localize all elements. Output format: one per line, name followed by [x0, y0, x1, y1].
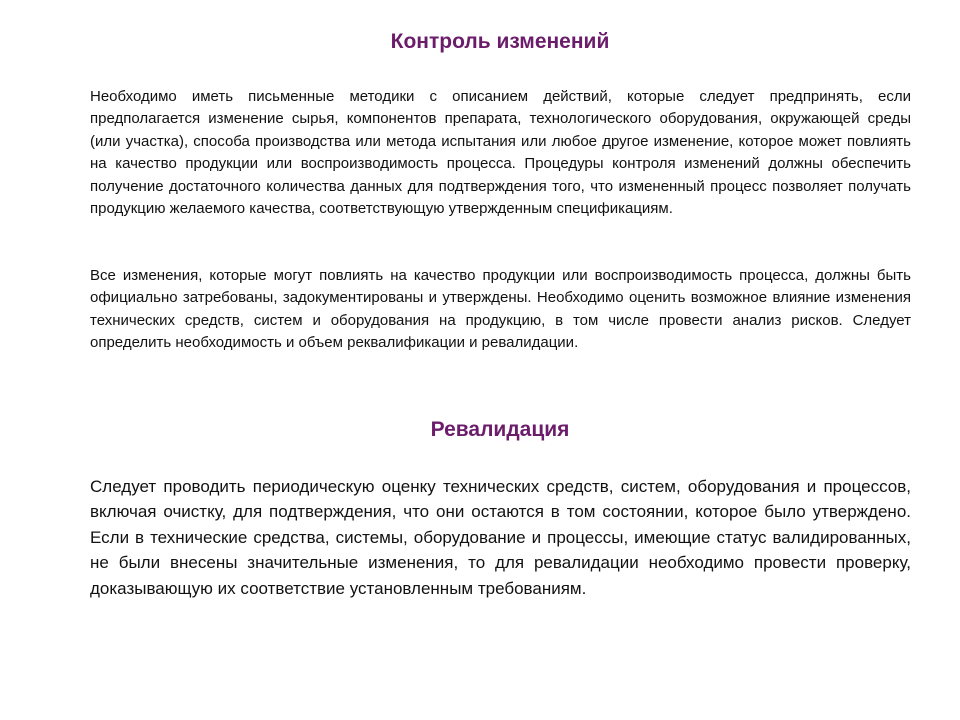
paragraph-revalidation: Следует проводить периодическую оценку технических средств, систем, оборудования и процессов, включая очистку, для подтверждения, что они остаются в том состоянии, которое было утверждено. Если в технические средства, системы, оборудование и процессы, имеющие статус валидированных, не были внесены значительные изменения, то для ревалидации необходимо провести проверку, доказывающую их соответствие установленным требованиям. [90, 477, 911, 598]
heading-revalidation: Ревалидация [430, 418, 570, 441]
paragraph-change-control-2: Все изменения, которые могут повлиять на качество продукции или воспроизводимость процесса, должны быть официально затребованы, задокументированы и утверждены. Необходимо оценить возможное влияние изменения технических средств, систем и оборудования на продукцию, в том числе провести анализ рисков. Следует определить необходимость и объем реквалификации и ревалидации. [90, 267, 911, 352]
heading-change-control: Контроль изменений [390, 30, 610, 53]
paragraph-change-control-1: Необходимо иметь письменные методики с описанием действий, которые следует предпринять, если предполагается изменение сырья, компонентов препарата, технологического оборудования, окружающей среды (или участка), способа производства или метода испытания или любое другое изменение, которое может повлиять на качество продукции или воспроизводимость процесса. Процедуры контроля изменений должны обеспечить получение достаточного количества данных для подтверждения того, что измененный процесс позволяет получать продукцию желаемого качества, соответствующую утвержденным спецификациям. [90, 88, 911, 218]
